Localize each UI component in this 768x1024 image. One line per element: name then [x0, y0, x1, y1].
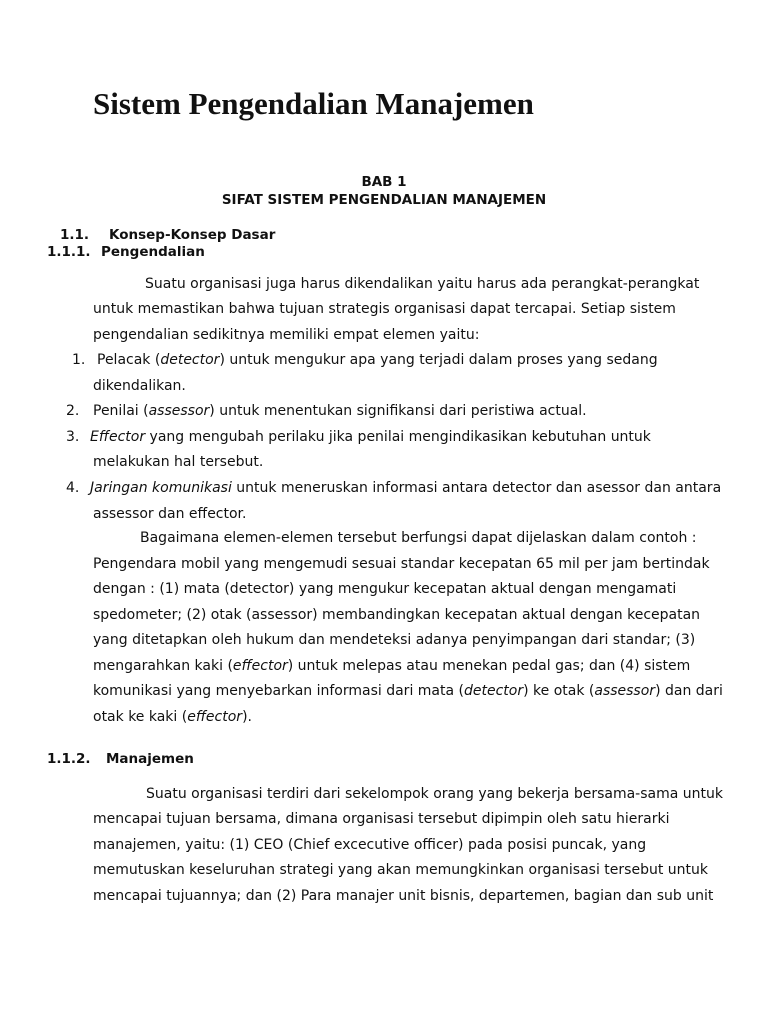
paragraph-2-line-6: mengarahkan kaki (effector) untuk melepas atau menekan pedal gas; dan (4) sistem [93, 658, 691, 674]
list-number-4: 4. [66, 480, 80, 496]
section-1-1-2-number: 1.1.2. [47, 751, 91, 767]
list-number-2: 2. [66, 403, 80, 419]
list-item-4-cont: assessor dan effector. [93, 506, 247, 522]
list-item-3: Effector yang mengubah perilaku jika penilai mengindikasikan kebutuhan untuk [90, 429, 651, 445]
list-number-1: 1. [72, 352, 86, 368]
paragraph-1-line-1: Suatu organisasi juga harus dikendalikan yaitu harus ada perangkat-perangkat [145, 276, 700, 292]
paragraph-2-line-8: otak ke kaki (effector). [93, 709, 252, 725]
section-1-1-1-title: Pengendalian [101, 244, 205, 260]
paragraph-2-line-4: spedometer; (2) otak (assessor) membandingkan kecepatan aktual dengan kecepatan [93, 607, 701, 623]
paragraph-3-line-3: manajemen, yaitu: (1) CEO (Chief excecutive officer) pada posisi puncak, yang [93, 837, 647, 853]
paragraph-3-line-1: Suatu organisasi terdiri dari sekelompok orang yang bekerja bersama-sama untuk [146, 786, 723, 802]
paragraph-2-line-1: Bagaimana elemen-elemen tersebut berfungsi dapat dijelaskan dalam contoh : [140, 530, 697, 546]
list-number-3: 3. [66, 429, 80, 445]
paragraph-1-line-3: pengendalian sedikitnya memiliki empat elemen yaitu: [93, 327, 480, 343]
paragraph-2-line-3: dengan : (1) mata (detector) yang mengukur kecepatan aktual dengan mengamati [93, 581, 677, 597]
section-1-1-2-title: Manajemen [106, 751, 194, 767]
section-1-1-1-number: 1.1.1. [47, 244, 91, 260]
list-item-4: Jaringan komunikasi untuk meneruskan informasi antara detector dan asessor dan antara [90, 480, 722, 496]
paragraph-3-line-4: memutuskan keseluruhan strategi yang akan memungkinkan organisasi tersebut untuk [93, 862, 708, 878]
paragraph-1-line-2: untuk memastikan bahwa tujuan strategis organisasi dapat tercapai. Setiap sistem [93, 301, 676, 317]
paragraph-2-line-7: komunikasi yang menyebarkan informasi dari mata (detector) ke otak (assessor) dan dari [93, 683, 723, 699]
paragraph-2-line-2: Pengendara mobil yang mengemudi sesuai standar kecepatan 65 mil per jam bertindak [93, 556, 710, 572]
list-item-1: Pelacak (detector) untuk mengukur apa yang terjadi dalam proses yang sedang [97, 352, 658, 368]
paragraph-2-line-5: yang ditetapkan oleh hukum dan mendeteksi adanya penyimpangan dari standar; (3) [93, 632, 696, 648]
paragraph-3-line-2: mencapai tujuan bersama, dimana organisasi tersebut dipimpin oleh satu hierarki [93, 811, 670, 827]
paragraph-3-line-5: mencapai tujuannya; dan (2) Para manajer unit bisnis, departemen, bagian dan sub unit [93, 888, 714, 904]
list-item-3-cont: melakukan hal tersebut. [93, 454, 264, 470]
section-1-1-title: Konsep-Konsep Dasar [109, 227, 276, 243]
chapter-number: BAB 1 [361, 174, 407, 190]
document-title: Sistem Pengendalian Manajemen [93, 86, 534, 121]
chapter-title: SIFAT SISTEM PENGENDALIAN MANAJEMEN [221, 192, 547, 208]
section-1-1-number: 1.1. [60, 227, 90, 243]
list-item-1-cont: dikendalikan. [93, 378, 186, 394]
list-item-2: Penilai (assessor) untuk menentukan signifikansi dari peristiwa actual. [93, 403, 587, 419]
